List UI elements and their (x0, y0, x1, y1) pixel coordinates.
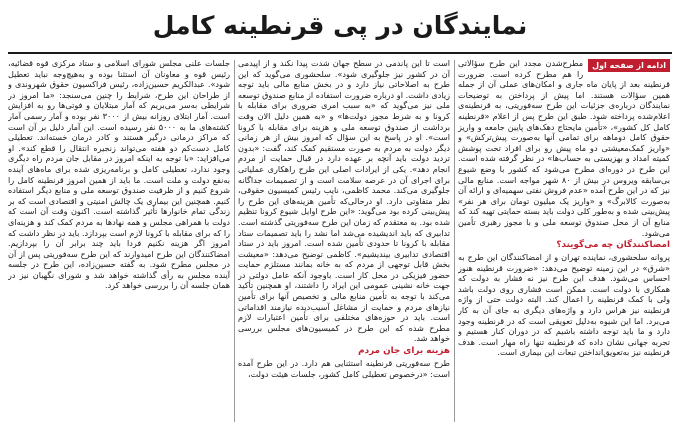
article-column-2 (238, 58, 450, 424)
article-column-1 (458, 58, 670, 424)
column-divider (234, 60, 235, 422)
paragraph: پروانه سلحشوری، نماینده تهران و از امضاکنندگان این طرح به «شرق» در این زمینه توضیح می‌دهد: «ضرورت قرنطینه هنوز احساس می‌شود. هدف این طرح نیز نه فشار به دولت که همکاری با دولت است. ممکن است فشاری روی دولت باشد ولی با کمک قرنطینه را اعمال کند. البته دولت حتی از واژه قرنطینه نیز هراس دارد و واژه‌های دیگری به جای آن به کار می‌برد. اما این شیوه به‌دلیل تعویقی است که در قرنطینه وجود دارد و ما باید توجه داشته باشیم که در دوران کنار هستیم و تجربه جهانی نشان داده که قرنطینه تنها راه مهار است. هدف قرنطینه نیز به‌تعویق‌انداختن تبعات این بیماری است. (458, 252, 670, 358)
continued-kicker: ادامه از صفحه اول (588, 59, 670, 72)
paragraph: مطرح‌شدن مجدد این طرح سؤالاتی را هم مطرح کرده است. ضرورت قرنطینه بعد از پایان ماه جاری و امکان‌های عملی آن از جمله همین سؤالات هستند. اما پیش از پرداختن به توضیحات نمایندگان درباره‌ی جزئیات این طرح سه‌فوریتی، به قرنطینه‌ی اعلام‌شده پرداخته شود. طبق این طرح پس از اعلام «قرنطینه کامل کل کشور»، «تأمین مایحتاج دهک‌های پایین جامعه و واریز حقوق کامل دوماهه برای تمامی آنها به‌صورت پیش‌ترکش» و «واریز کمک‌معیشتی دو ماه پیش رو برای افراد تحت پوشش کمیته امداد و بهزیستی به حساب‌ها» در نظر گرفته شده است. این طرح در دوره‌ای مطرح می‌شود که کشور با وضع شیوع بی‌سابقه ویروس در بیش از ۸۰ شهر مواجه است. منابع مالی نیز که در این طرح آمده «عدم فروش نفتی سهمیه‌ای و ارائه آن به‌صورت کالابرگ» و «واریز یک میلیون تومان برای هر نفر» پیش‌بینی شده و به‌طور کلی دولت باید بسته حمایتی تهیه کند که منابع آن از محل صندوق توسعه ملی و با مجوز رهبری تأمین می‌شود. (458, 58, 670, 238)
article-column-3 (8, 58, 230, 424)
paragraph: است تا این پاندمی در سطح جهان شدت پیدا نکند و از اپیدمی آن در کشور نیز جلوگیری شود». سلحشوری می‌گوید که این طرح به اصلاحاتی نیاز دارد و در بخش منابع مالی باید توجه زیادی داشت. او درباره ضرورت استفاده از منابع صندوق توسعه ملی نیز می‌گوید که «به سبب امری ضروری برای مقابله با کرونا و به شرط مجوز دولت‌ها» و «به همین دلیل الان وقت برداشت از صندوق توسعه ملی و هزینه برای مقابله با کرونا است». او در پاسخ به این سؤال که امروز بیش از هر زمانی دیگر دولت به مردم به صورت مستقیم کمک کند، گفت: «بدون تردید دولت باید آنچه بر عهده دارد در قبال حمایت از مردم انجام دهد». یکی از ایرادات اصلی این طرح راهکاری عملیاتی برای اجرای آن در عرصه سلامت است و از تصمیمات جداگانه جلوگیری می‌کند. محمد کاظمی، نایب رئیس کمیسیون حقوقی، نظر متفاوتی دارد. او درحالی‌که تأمین هزینه‌های این طرح را پیش‌بینی کرده بود می‌گوید: «این طرح اوایل شیوع کرونا تنظیم شده بود. به معتقدم که زمان این طرح سه‌فوریتی گذشته است. تدابیری که باید اندیشیده می‌شد اما نشد را باید تصمیمات ستاد مقابله با کرونا تا حدودی تأمین شده است. امروز باید در ستاد اقتصادی تدابیری بیندیشیم». کاظمی توضیح می‌دهد: «معیشت بخش قابل توجهی از مردم که به خانه بمانند مستلزم حمایت حضور فیزیکی در محل کار است. باوجود آنکه عامل دولتی در جهت خانه نشینی عمومی این ایراد را داشتند، او همچنین تأکید می‌کند با توجه به تأمین منابع مالی و تخصیص آنها برای تأمین نیازهای مردم و حمایت از مشاغل آسیب‌دیده نیازمند اقداماتی است. باید در حوزه‌های مختلفی برای تأمین اعتبارات لازم مطرح شده که این طرح در کمیسیون‌های مجلس بررسی خواهد شد. (238, 58, 450, 344)
subheading: امضاکنندگان چه می‌گویند؟ (556, 240, 670, 251)
paragraph: طرح سه‌فوریتی قرنطینه استثنایی هم دارد. در این طرح آمده است: «درخصوص تعطیلی کامل کشور، جلسات هیئت دولت، (238, 358, 450, 379)
headline: نمایندگان در پی قرنطینه کامل (152, 11, 528, 40)
column-divider (454, 60, 455, 422)
subheading: هزینه برای جان مردم (358, 346, 450, 357)
paragraph: جلسات علنی مجلس شورای اسلامی و ستاد مرکزی قوه قضائیه، رئیس قوه و معاونان آن استثنا بوده و به‌هیچ‌وجه نباید تعطیل شود». عبدالکریم حسین‌زاده، رئیس فراکسیون حقوق شهروندی و از طراحان این طرح، شرایط را چنین می‌سنجد: «ما امروز در شرایطی به‌سر می‌بریم که آمار مبتلایان و فوتی‌ها رو به افزایش است. آمار ابتلای روزانه بیش از ۳۰۰۰ نفر بوده و آمار رسمی آمار کشته‌های ما به ۵۰۰۰ نفر رسیده است. این آمار دلیل بر آن است که مراکز درمانی درگیر هستند و کادر درمان خسته‌اند. تعطیلی کامل دست‌کم دو هفته می‌تواند زنجیره انتقال را قطع کند». او می‌افزاید: «با توجه به اینکه امروز در مقابل جان مردم راه دیگری وجود ندارد، تعطیلی کامل و برنامه‌ریزی شده برای ماه‌های آینده به‌نفع دولت و ملت است. ما باید از همین امروز قرنطینه کامل را شروع کنیم و از ظرفیت صندوق توسعه ملی و منابع دیگر استفاده کنیم. همچنین این بیماری یک چالش امنیتی و اقتصادی است که بر زندگی تمام خانوارها تأثیر گذاشته است. اکنون وقت آن است که دولت با همراهی مجلس و همه نهادها به مردم کمک کند و هزینه‌ای را که برای مقابله با کرونا لازم است بپردازد. باید در نظر داشت که امروز اگر هزینه نکنیم فردا باید چند برابر آن را بپردازیم. امضاکنندگان این طرح امیدوارند که این طرح سه‌فوریتی پس از آن در مجلس مطرح شود. به گفته حسین‌زاده، این طرح در جلسه آینده مجلس به رأی گذاشته خواهد شد و شورای نگهبان نیز در همان جلسه آن را بررسی خواهد کرد. (8, 58, 230, 291)
headline-rule (8, 52, 672, 54)
